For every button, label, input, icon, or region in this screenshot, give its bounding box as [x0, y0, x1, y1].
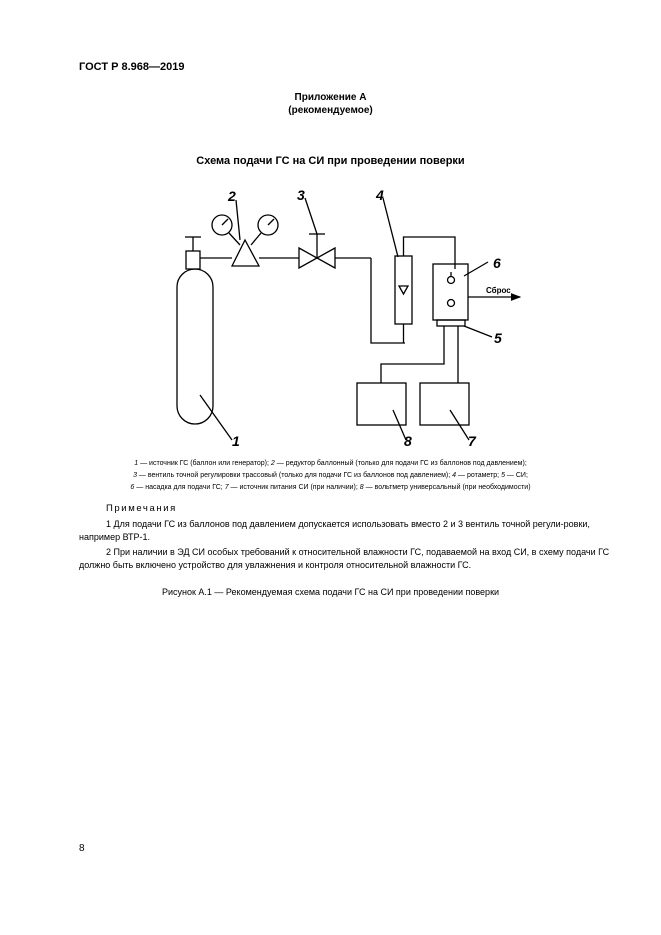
appendix-title: Приложение А	[294, 92, 367, 103]
legend-line-3: 6 — насадка для подачи ГС; 7 — источник питания СИ (при наличии); 8 — вольтметр универсальный (при необходимости)	[130, 484, 531, 491]
label-voltmeter: 8	[404, 433, 412, 449]
note-2: 2 При наличии в ЭД СИ особых требований к относительной влажности ГС, подаваемой на вход СИ, в схему подачи ГС должно быть включено устройство для увлажнения и контроля относительной влажности ГС.	[79, 547, 610, 570]
universal-voltmeter	[357, 383, 406, 425]
cylinder-neck	[186, 251, 200, 269]
label-rotameter: 4	[376, 187, 384, 203]
power-supply	[420, 383, 469, 425]
figure-caption: Рисунок А.1 — Рекомендуемая схема подачи ГС на СИ при проведении поверки	[161, 587, 500, 597]
note-1: 1 Для подачи ГС из баллонов под давлением допускается использовать вместо 2 и 3 вентиль точной регули-ровки, например ВТР-1.	[79, 519, 590, 542]
legend-line-2: 3 — вентиль точной регулировки трассовый (только для подачи ГС из баллонов под давлением); 4 — ротаметр; 5 — СИ;	[133, 472, 528, 479]
nozzle-port-upper	[448, 277, 455, 284]
label-valve: 3	[297, 187, 305, 203]
notes-heading: Примечания	[106, 503, 177, 514]
label-power-supply: 7	[468, 433, 476, 449]
page-number: 8	[79, 843, 85, 854]
scheme-title: Схема подачи ГС на СИ при проведении поверки	[196, 155, 465, 167]
gas-cylinder	[177, 269, 213, 424]
legend-line-1: 1 — источник ГС (баллон или генератор); 2 — редуктор баллонный (только для подачи ГС из баллонов под давлением);	[134, 460, 527, 467]
appendix-subtitle: (рекомендуемое)	[288, 105, 373, 116]
measuring-instrument	[437, 320, 465, 326]
label-instrument: 5	[494, 330, 502, 346]
label-nozzle: 6	[493, 255, 501, 271]
rotameter-float	[399, 286, 408, 294]
document-header: ГОСТ Р 8.968—2019	[79, 61, 185, 73]
rotameter	[395, 256, 412, 324]
nozzle-port-lower	[448, 300, 455, 307]
label-reducer: 2	[228, 188, 236, 204]
outlet-label: Сброс	[486, 286, 511, 295]
reducer-body	[232, 240, 259, 266]
label-cylinder: 1	[232, 433, 240, 449]
